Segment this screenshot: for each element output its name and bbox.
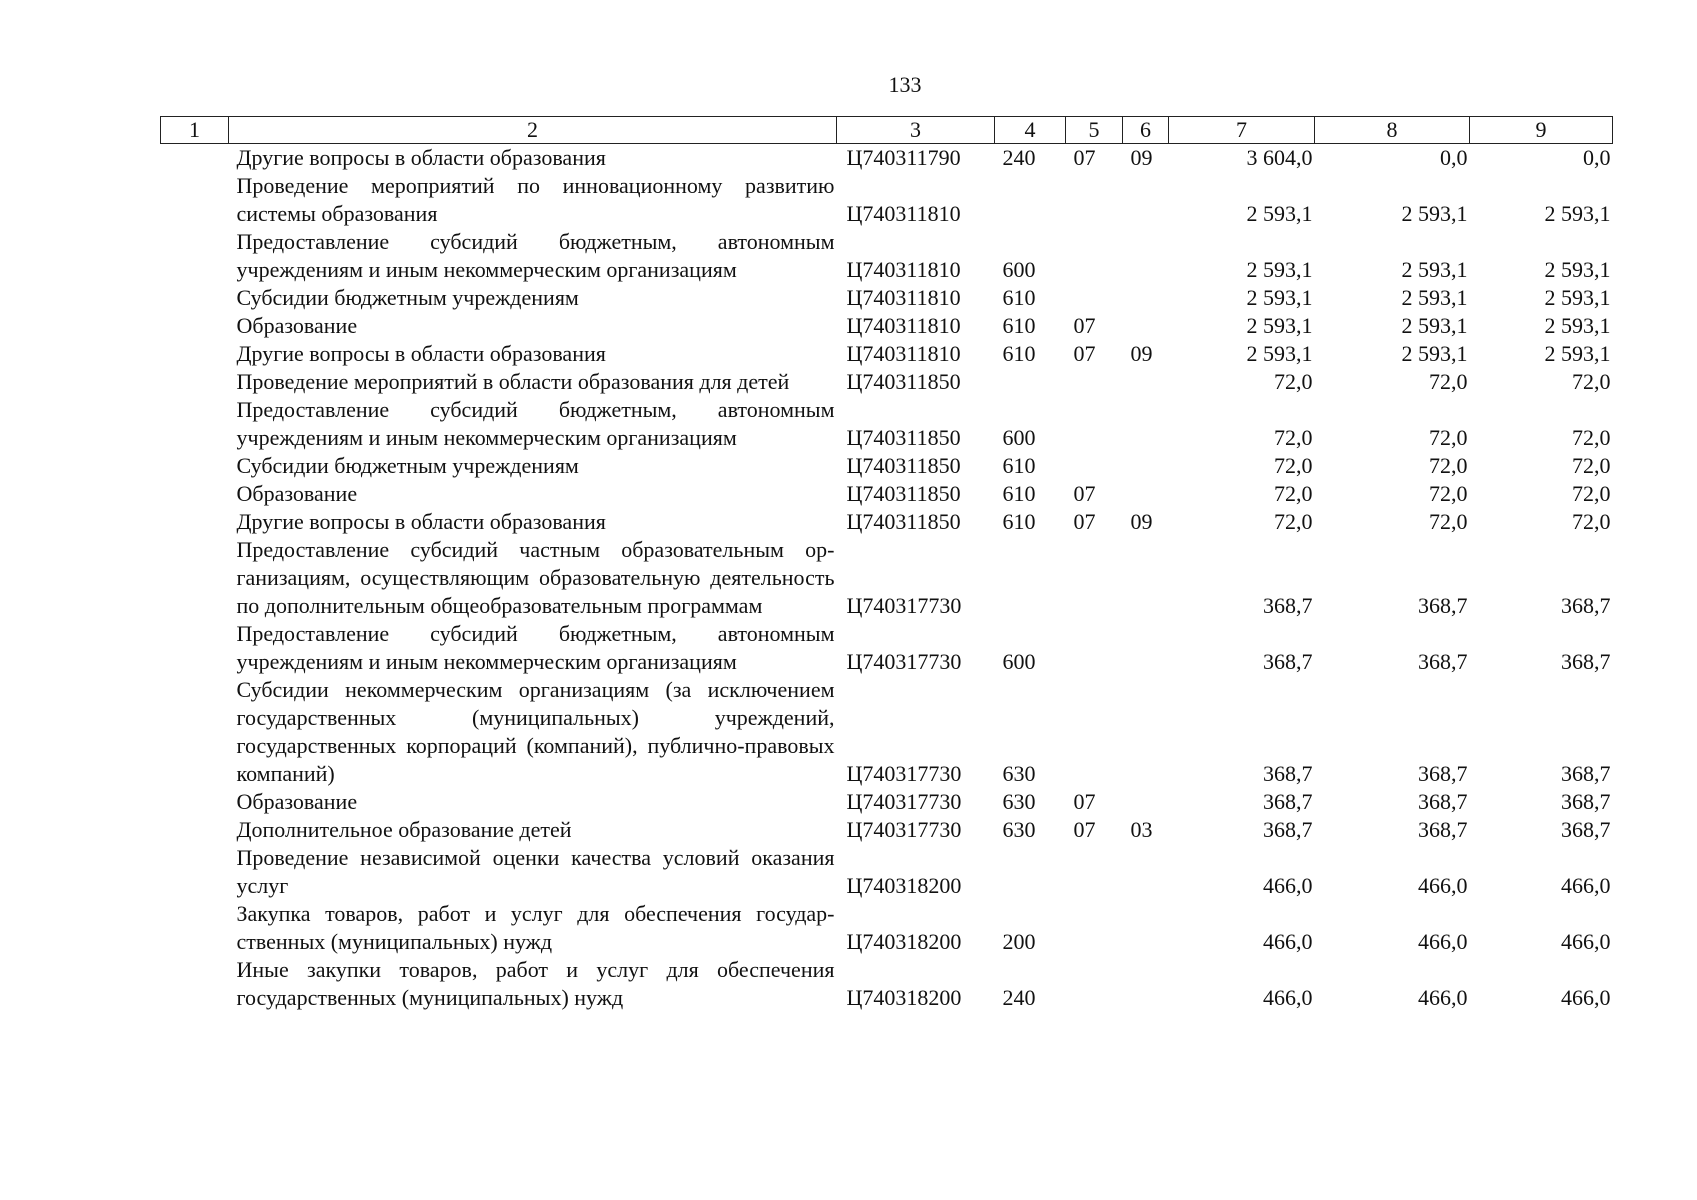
cell-section bbox=[1066, 956, 1123, 1012]
cell-expense-type: 610 bbox=[1002, 481, 1036, 506]
cell-expense-type: 630 bbox=[1002, 761, 1036, 786]
cell-amount-col9: 368,7 bbox=[1561, 789, 1611, 814]
cell-section bbox=[1066, 676, 1123, 788]
cell-col-1 bbox=[161, 172, 229, 228]
cell-amount-col7: 2 593,1 bbox=[1246, 313, 1313, 338]
cell-amount-col8: 466,0 bbox=[1418, 873, 1468, 898]
cell-subsection bbox=[1123, 676, 1169, 788]
cell-amount-col7: 72,0 bbox=[1274, 425, 1313, 450]
cell-expense-type: 600 bbox=[1002, 257, 1036, 282]
cell-col-1 bbox=[161, 676, 229, 788]
cell-section bbox=[1066, 844, 1123, 900]
cell-amount-col9: 368,7 bbox=[1561, 649, 1611, 674]
header-col-2: 2 bbox=[229, 117, 837, 144]
cell-amount-col9: 2 593,1 bbox=[1544, 313, 1611, 338]
cell-expense-type: 200 bbox=[1002, 929, 1036, 954]
cell-amount-col9: 2 593,1 bbox=[1544, 285, 1611, 310]
cell-name: Проведение независимой оценки качества условий оказания услуг bbox=[236, 845, 835, 898]
cell-expense-type: 610 bbox=[1002, 313, 1036, 338]
cell-name: Проведение мероприятий в области образования для детей bbox=[236, 369, 790, 394]
cell-amount-col9: 0,0 bbox=[1583, 145, 1611, 170]
cell-subsection: 09 bbox=[1130, 509, 1153, 534]
cell-target-code: Ц740311850 bbox=[846, 481, 961, 506]
cell-target-code: Ц740311790 bbox=[846, 145, 961, 170]
cell-target-code: Ц740311810 bbox=[846, 341, 961, 366]
cell-amount-col7: 368,7 bbox=[1263, 593, 1313, 618]
cell-target-code: Ц740317730 bbox=[846, 761, 962, 786]
table-row bbox=[161, 284, 1613, 312]
table-row bbox=[161, 956, 1613, 1012]
cell-amount-col8: 368,7 bbox=[1418, 817, 1468, 842]
cell-col-1 bbox=[161, 228, 229, 284]
cell-col-1 bbox=[161, 844, 229, 900]
cell-amount-col9: 368,7 bbox=[1561, 761, 1611, 786]
cell-amount-col9: 72,0 bbox=[1572, 369, 1611, 394]
cell-col-1 bbox=[161, 788, 229, 816]
cell-section: 07 bbox=[1073, 145, 1096, 170]
cell-name: Субсидии бюджетным учреждениям bbox=[236, 285, 579, 310]
cell-target-code: Ц740311850 bbox=[846, 369, 961, 394]
table-row bbox=[161, 900, 1613, 956]
table-row bbox=[161, 228, 1613, 284]
cell-subsection bbox=[1123, 480, 1169, 508]
cell-subsection bbox=[1123, 900, 1169, 956]
cell-amount-col8: 466,0 bbox=[1418, 929, 1468, 954]
cell-name: Другие вопросы в области образования bbox=[236, 145, 606, 170]
cell-name: Субсидии бюджетным учреждениям bbox=[236, 453, 579, 478]
cell-section bbox=[1066, 284, 1123, 312]
cell-subsection bbox=[1123, 368, 1169, 396]
table-header bbox=[161, 117, 1613, 144]
table-body bbox=[161, 144, 1613, 1013]
cell-amount-col7: 2 593,1 bbox=[1246, 285, 1313, 310]
cell-target-code: Ц740318200 bbox=[846, 985, 962, 1010]
cell-expense-type: 630 bbox=[1002, 817, 1036, 842]
cell-name: Предоставление субсидий бюджетным, автономным учреждениям и иным некоммерческим организациям bbox=[236, 229, 835, 282]
cell-col-1 bbox=[161, 284, 229, 312]
cell-target-code: Ц740317730 bbox=[846, 817, 962, 842]
table-row bbox=[161, 676, 1613, 788]
cell-subsection bbox=[1123, 228, 1169, 284]
cell-amount-col9: 2 593,1 bbox=[1544, 201, 1611, 226]
cell-col-1 bbox=[161, 452, 229, 480]
cell-name: Проведение мероприятий по инновационному развитию системы образования bbox=[236, 173, 835, 226]
cell-target-code: Ц740317730 bbox=[846, 789, 962, 814]
table-row bbox=[161, 312, 1613, 340]
cell-target-code: Ц740311810 bbox=[846, 201, 961, 226]
cell-target-code: Ц740311810 bbox=[846, 313, 961, 338]
cell-subsection bbox=[1123, 536, 1169, 620]
cell-amount-col9: 368,7 bbox=[1561, 817, 1611, 842]
cell-target-code: Ц740311850 bbox=[846, 425, 961, 450]
cell-name: Закупка товаров, работ и услуг для обеспечения государственных (муниципальных) нужд bbox=[236, 901, 835, 954]
cell-section bbox=[1066, 228, 1123, 284]
table-row bbox=[161, 172, 1613, 228]
cell-subsection: 09 bbox=[1130, 145, 1153, 170]
cell-amount-col7: 3 604,0 bbox=[1246, 145, 1313, 170]
cell-expense-type: 630 bbox=[1002, 789, 1036, 814]
cell-section bbox=[1066, 172, 1123, 228]
budget-table bbox=[160, 116, 1613, 1012]
cell-amount-col8: 466,0 bbox=[1418, 985, 1468, 1010]
cell-amount-col8: 72,0 bbox=[1429, 509, 1468, 534]
cell-amount-col7: 2 593,1 bbox=[1246, 257, 1313, 282]
cell-amount-col7: 466,0 bbox=[1263, 929, 1313, 954]
cell-amount-col7: 72,0 bbox=[1274, 481, 1313, 506]
cell-expense-type: 610 bbox=[1002, 341, 1036, 366]
table-row bbox=[161, 844, 1613, 900]
cell-amount-col9: 466,0 bbox=[1561, 985, 1611, 1010]
cell-expense-type: 600 bbox=[1002, 425, 1036, 450]
cell-col-1 bbox=[161, 816, 229, 844]
cell-col-1 bbox=[161, 508, 229, 536]
cell-amount-col9: 466,0 bbox=[1561, 873, 1611, 898]
header-col-3: 3 bbox=[837, 117, 995, 144]
cell-name: Образование bbox=[236, 313, 358, 338]
cell-section bbox=[1066, 536, 1123, 620]
cell-expense-type: 610 bbox=[1002, 509, 1036, 534]
cell-amount-col7: 368,7 bbox=[1263, 817, 1313, 842]
cell-name: Образование bbox=[236, 481, 358, 506]
cell-amount-col8: 0,0 bbox=[1440, 145, 1468, 170]
cell-section bbox=[1066, 452, 1123, 480]
cell-target-code: Ц740311850 bbox=[846, 453, 961, 478]
cell-amount-col8: 72,0 bbox=[1429, 369, 1468, 394]
cell-target-code: Ц740311850 bbox=[846, 509, 961, 534]
cell-target-code: Ц740317730 bbox=[846, 649, 962, 674]
table-row bbox=[161, 368, 1613, 396]
cell-amount-col8: 368,7 bbox=[1418, 593, 1468, 618]
cell-amount-col9: 2 593,1 bbox=[1544, 341, 1611, 366]
table-row bbox=[161, 536, 1613, 620]
cell-amount-col7: 2 593,1 bbox=[1246, 201, 1313, 226]
cell-amount-col8: 2 593,1 bbox=[1401, 341, 1468, 366]
cell-name: Образование bbox=[236, 789, 358, 814]
cell-target-code: Ц740311810 bbox=[846, 257, 961, 282]
cell-amount-col8: 368,7 bbox=[1418, 789, 1468, 814]
cell-subsection bbox=[1123, 396, 1169, 452]
cell-amount-col8: 368,7 bbox=[1418, 761, 1468, 786]
cell-amount-col9: 72,0 bbox=[1572, 453, 1611, 478]
cell-name: Другие вопросы в области образования bbox=[236, 509, 606, 534]
cell-expense-type bbox=[995, 844, 1066, 900]
cell-expense-type: 610 bbox=[1002, 285, 1036, 310]
cell-col-1 bbox=[161, 396, 229, 452]
table-row bbox=[161, 788, 1613, 816]
cell-name: Предоставление субсидий частным образовательным организациям, осуществляющим образовательную деятельность по дополнительным общеобразовательным программам bbox=[236, 537, 835, 618]
cell-col-1 bbox=[161, 368, 229, 396]
cell-expense-type bbox=[995, 172, 1066, 228]
cell-amount-col7: 368,7 bbox=[1263, 649, 1313, 674]
table-row bbox=[161, 396, 1613, 452]
cell-amount-col8: 368,7 bbox=[1418, 649, 1468, 674]
cell-col-1 bbox=[161, 480, 229, 508]
cell-col-1 bbox=[161, 900, 229, 956]
cell-target-code: Ц740311810 bbox=[846, 285, 961, 310]
cell-amount-col7: 72,0 bbox=[1274, 369, 1313, 394]
cell-section: 07 bbox=[1073, 481, 1096, 506]
cell-amount-col9: 2 593,1 bbox=[1544, 257, 1611, 282]
cell-section bbox=[1066, 620, 1123, 676]
cell-section: 07 bbox=[1073, 789, 1096, 814]
cell-name: Предоставление субсидий бюджетным, автономным учреждениям и иным некоммерческим организациям bbox=[236, 621, 835, 674]
cell-subsection bbox=[1123, 452, 1169, 480]
cell-amount-col7: 368,7 bbox=[1263, 789, 1313, 814]
cell-amount-col7: 466,0 bbox=[1263, 873, 1313, 898]
cell-expense-type: 240 bbox=[1002, 985, 1036, 1010]
cell-amount-col7: 72,0 bbox=[1274, 509, 1313, 534]
header-col-7: 7 bbox=[1169, 117, 1315, 144]
cell-amount-col8: 72,0 bbox=[1429, 481, 1468, 506]
cell-amount-col7: 2 593,1 bbox=[1246, 341, 1313, 366]
table-row bbox=[161, 816, 1613, 844]
cell-target-code: Ц740318200 bbox=[846, 929, 962, 954]
cell-expense-type: 240 bbox=[1002, 145, 1036, 170]
cell-amount-col8: 2 593,1 bbox=[1401, 313, 1468, 338]
cell-name: Предоставление субсидий бюджетным, автономным учреждениям и иным некоммерческим организациям bbox=[236, 397, 835, 450]
cell-target-code: Ц740318200 bbox=[846, 873, 962, 898]
cell-col-1 bbox=[161, 340, 229, 368]
table-row bbox=[161, 480, 1613, 508]
cell-amount-col9: 72,0 bbox=[1572, 425, 1611, 450]
cell-section: 07 bbox=[1073, 341, 1096, 366]
cell-target-code: Ц740317730 bbox=[846, 593, 962, 618]
cell-subsection bbox=[1123, 788, 1169, 816]
cell-section: 07 bbox=[1073, 313, 1096, 338]
header-col-5: 5 bbox=[1066, 117, 1123, 144]
cell-expense-type: 610 bbox=[1002, 453, 1036, 478]
cell-subsection bbox=[1123, 284, 1169, 312]
header-col-4: 4 bbox=[995, 117, 1066, 144]
cell-name: Другие вопросы в области образования bbox=[236, 341, 606, 366]
cell-subsection bbox=[1123, 172, 1169, 228]
cell-expense-type bbox=[995, 536, 1066, 620]
cell-amount-col8: 2 593,1 bbox=[1401, 285, 1468, 310]
cell-amount-col9: 368,7 bbox=[1561, 593, 1611, 618]
cell-amount-col9: 466,0 bbox=[1561, 929, 1611, 954]
cell-col-1 bbox=[161, 312, 229, 340]
table-row bbox=[161, 144, 1613, 173]
page-number: 133 bbox=[888, 72, 922, 97]
cell-col-1 bbox=[161, 620, 229, 676]
header-col-1: 1 bbox=[161, 117, 229, 144]
cell-amount-col9: 72,0 bbox=[1572, 509, 1611, 534]
header-col-6: 6 bbox=[1123, 117, 1169, 144]
header-row bbox=[161, 117, 1613, 144]
cell-subsection bbox=[1123, 844, 1169, 900]
cell-amount-col7: 466,0 bbox=[1263, 985, 1313, 1010]
header-col-9: 9 bbox=[1470, 117, 1613, 144]
cell-col-1 bbox=[161, 956, 229, 1012]
cell-section: 07 bbox=[1073, 509, 1096, 534]
cell-amount-col8: 2 593,1 bbox=[1401, 257, 1468, 282]
cell-amount-col8: 2 593,1 bbox=[1401, 201, 1468, 226]
cell-expense-type bbox=[995, 368, 1066, 396]
cell-name: Субсидии некоммерческим организациям (за исключением государственных (муниципальных) учреждений, государственных корпораций (компаний), публично-правовых компаний) bbox=[236, 677, 835, 786]
header-col-8: 8 bbox=[1315, 117, 1470, 144]
cell-amount-col9: 72,0 bbox=[1572, 481, 1611, 506]
cell-subsection bbox=[1123, 312, 1169, 340]
cell-name: Иные закупки товаров, работ и услуг для обеспечения государственных (муниципальных) нужд bbox=[236, 957, 835, 1010]
cell-amount-col8: 72,0 bbox=[1429, 453, 1468, 478]
cell-section bbox=[1066, 396, 1123, 452]
cell-subsection: 09 bbox=[1130, 341, 1153, 366]
cell-section bbox=[1066, 368, 1123, 396]
cell-col-1 bbox=[161, 144, 229, 173]
table-row bbox=[161, 340, 1613, 368]
cell-amount-col7: 368,7 bbox=[1263, 761, 1313, 786]
cell-subsection: 03 bbox=[1130, 817, 1153, 842]
cell-subsection bbox=[1123, 956, 1169, 1012]
cell-section: 07 bbox=[1073, 817, 1096, 842]
table-row bbox=[161, 620, 1613, 676]
table-row bbox=[161, 508, 1613, 536]
cell-subsection bbox=[1123, 620, 1169, 676]
table-row bbox=[161, 452, 1613, 480]
cell-col-1 bbox=[161, 536, 229, 620]
cell-name: Дополнительное образование детей bbox=[236, 817, 572, 842]
cell-expense-type: 600 bbox=[1002, 649, 1036, 674]
cell-amount-col7: 72,0 bbox=[1274, 453, 1313, 478]
cell-section bbox=[1066, 900, 1123, 956]
cell-amount-col8: 72,0 bbox=[1429, 425, 1468, 450]
